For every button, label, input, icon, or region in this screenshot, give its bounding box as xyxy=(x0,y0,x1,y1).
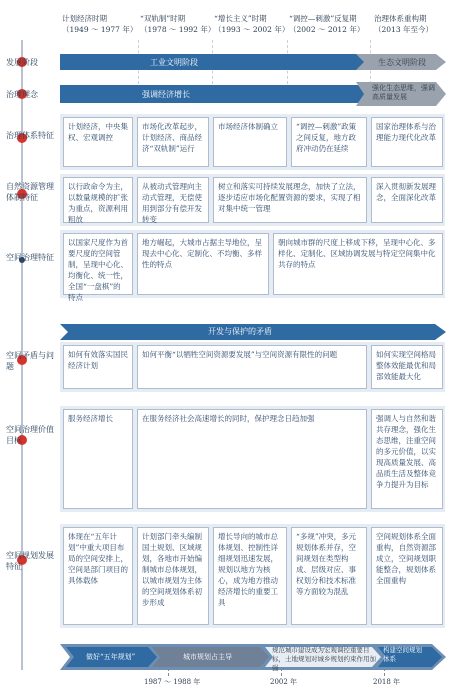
planning-cell: 空间规划体系全面重构，自然资源部成立，空间规划职能整合，规划体系全面重构 xyxy=(371,527,443,625)
value-cell: 强调人与自然和谐共存理念，强化生态思维，注重空间的多元价值，以实现高质量发展、高品质生活及整体竞争力提升为目标 xyxy=(371,409,443,509)
spatial-cell: 以国家尺度作为首要尺度的空间管制，呈现中心化、均衡化、统一性，全国“一盘棋”的特点 xyxy=(63,233,133,295)
band-conflict: 开发与保护的矛盾 xyxy=(208,327,272,336)
resource-cell: 深入贯彻新发展理念，全面深化改革 xyxy=(371,177,443,223)
conflict-cell: 如何平衡“以牺牲空间资源要发展”与空间资源有限性的问题 xyxy=(137,345,367,389)
row-label-planning: 空间规划发展特征 xyxy=(6,551,54,571)
band-governance: 强化生态思维，强调高质量发展 xyxy=(372,84,435,101)
bottom-reform-label: 构建空间规划体系 xyxy=(383,646,422,663)
system-cell: “调控—刺激”政策之间反复，地方政府冲动仍在延续 xyxy=(291,117,367,167)
spatial-cell: 地方崛起，大城市占据主导地位，呈现去中心化、定制化、不均衡、多样性的特点 xyxy=(137,233,269,295)
system-cell: 市场化改革起步，计划经济、商品经济“双轨制”运行 xyxy=(137,117,209,167)
year-label: 1987 ～ 1988 年 xyxy=(144,678,201,686)
period-header: 治理体系重构期 （2013 年至今） xyxy=(374,14,433,34)
period-header: 计划经济时期 （1949 ～ 1977 年） xyxy=(62,14,138,34)
planning-cell: 体现在“五年计划”中重大项目布局的空间安排上，空间是部门项目的具体载体 xyxy=(63,527,133,625)
year-label: 2002 年 xyxy=(270,678,298,686)
row-label-spatial: 空间治理特征 xyxy=(6,253,54,262)
value-cell: 在服务经济社会高速增长的同时，保护理念日趋加强 xyxy=(137,409,367,509)
period-header: “增长主义”时期 （1993 ～ 2002 年） xyxy=(214,14,290,34)
row-label-stage: 发展阶段 xyxy=(6,58,38,67)
bottom-plan-label: 做好“五年规划” xyxy=(86,653,136,661)
resource-cell: 树立和落实可持续发展理念，加快了立法，逐步适应市场化配置资源的要求，实现了相对集中统一管理 xyxy=(213,177,367,223)
year-label: 2018 年 xyxy=(373,678,401,686)
period-header: “调控—刺激”反复期 （2002 ～ 2012 年） xyxy=(289,14,365,34)
system-cell: 计划经济，中央集权、宏观调控 xyxy=(63,117,133,167)
planning-cell: 计划部门牵头编制国土规划、区域规划，各地市开始编制城市总体规划，以城市规划为主体的空间规划体系初步形成 xyxy=(137,527,209,625)
year-tick xyxy=(168,668,169,676)
row-label-philosophy: 治理理念 xyxy=(6,90,38,99)
conflict-cell: 如何有效落实国民经济计划 xyxy=(63,345,133,389)
year-tick xyxy=(281,668,282,676)
year-tick xyxy=(384,668,385,676)
resource-cell: 以行政命令为主，以数量规模的扩张为重点，资源利用粗放 xyxy=(63,177,133,223)
spatial-cell: 朝向城市群的尺度上移成下移，呈现中心化、多样化、定制化、区域协调发展与特定空间集中化共存的特点 xyxy=(273,233,443,295)
system-cell: 市场经济体制确立 xyxy=(213,117,287,167)
row-label-value: 空间治理价值目标 xyxy=(6,425,54,445)
band-ecological: 生态文明阶段 xyxy=(378,58,426,67)
row-label-resource: 自然资源管理体制特征 xyxy=(6,182,54,202)
row-label-system: 治理体系特征 xyxy=(6,131,54,140)
system-cell: 国家治理体系与治理能力现代化改革 xyxy=(371,117,443,167)
planning-cell: “多规”冲突，多元规划体系并存，空间规划在类型构成、层级对应、事权划分和技术标准等方面较为混乱 xyxy=(291,527,367,625)
resource-cell: 从被动式管理向主动式管理，无偿使用到部分有偿开发转变 xyxy=(137,177,209,223)
bottom-city-label: 城市规划占主导 xyxy=(183,653,232,661)
value-cell: 服务经济增长 xyxy=(63,409,133,509)
planning-cell: 增长导向的城市总体规划、控制性详细规划迅速发展，规划以地方为核心，成为地方推动经济增长的重要工具 xyxy=(213,527,287,625)
row-label-conflict: 空间矛盾与问题 xyxy=(6,351,54,371)
bottom-note: 规范城市建设成为宏观调控重要目标，土地规划对城乡规划约束作用加强 xyxy=(272,646,376,672)
band-industrial: 工业文明阶段 xyxy=(150,58,198,67)
period-header: “双轨制”时期 （1978 ～ 1992 年） xyxy=(140,14,216,34)
band-growth: 强调经济增长 xyxy=(142,90,190,99)
conflict-cell: 如何实现空间格局整体效能最优和局部效能最大化 xyxy=(371,345,443,389)
